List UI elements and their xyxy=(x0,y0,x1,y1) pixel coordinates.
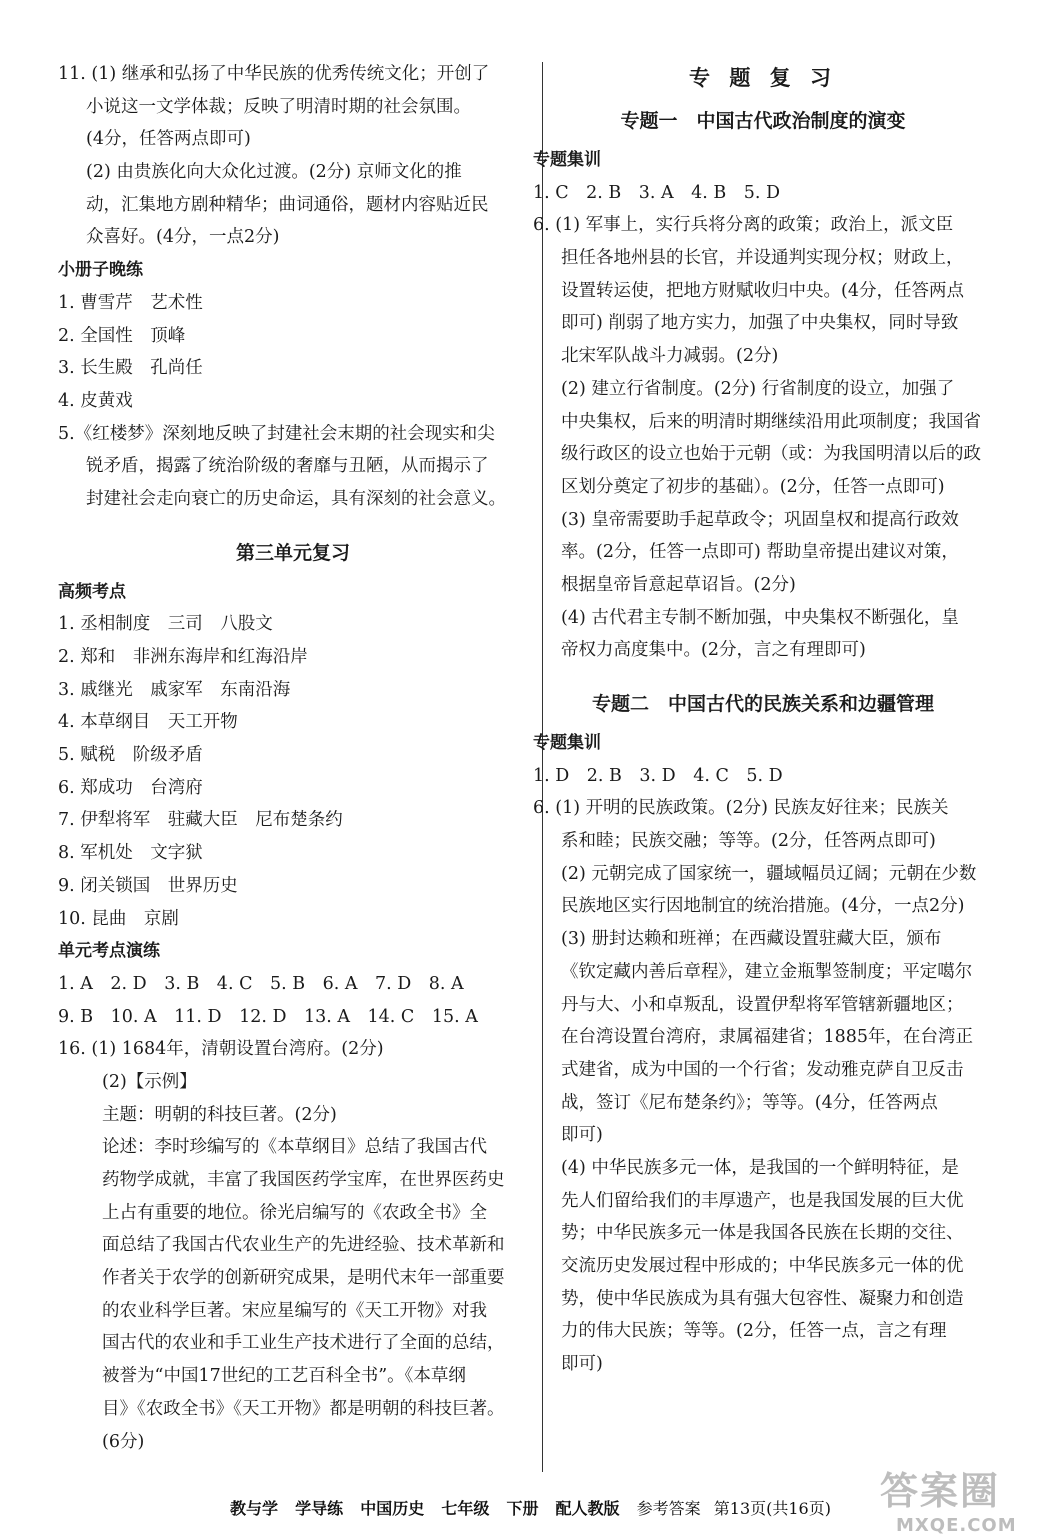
q16-block xyxy=(58,1033,528,1458)
text-line: 北宋军队战斗力减弱。(2分) xyxy=(561,346,779,367)
text-line: 被誉为“中国17世纪的工艺百科全书”。《本草纲 xyxy=(102,1366,466,1387)
text-line: 锐矛盾，揭露了统治阶级的奢靡与丑陋，从而揭示了 xyxy=(86,456,489,477)
watermark-text: 答案圈 xyxy=(880,1469,1001,1513)
text-line: 即可) xyxy=(561,1125,603,1146)
text-line: 论述：李时珍编写的《本草纲目》总结了我国古代 xyxy=(102,1137,487,1158)
text-line: 在台湾设置台湾府，隶属福建省；1885年，在台湾正 xyxy=(561,1027,974,1048)
footer-label: 参考答案 xyxy=(636,1499,701,1518)
text-line: 担任各地州县的长官，并设通判实现分权；财政上， xyxy=(561,248,964,269)
footer-publisher: 教与学 xyxy=(230,1499,279,1518)
text-line: 式建省，成为中国的一个行省；发动雅克萨自卫反击 xyxy=(561,1059,964,1080)
answer-row: 1. C 2. B 3. A 4. B 5. D xyxy=(533,182,781,203)
text-line: 区划分奠定了初步的基础）。(2分，任答一点即可) xyxy=(561,476,945,497)
text-line: 6. (1) 开明的民族政策。(2分) 民族友好往来；民族关 xyxy=(533,798,949,819)
right-column xyxy=(533,58,993,1381)
text-line: 即可) xyxy=(561,1354,603,1375)
list-item: 8. 军机处 文字狱 xyxy=(58,843,203,864)
footer-subject: 中国历史 xyxy=(360,1499,425,1518)
text-line: 级行政区的设立也始于元朝（或：为我国明清以后的政 xyxy=(561,444,981,465)
text-line: 势；中华民族多元一体是我国各民族在长期的交往、 xyxy=(561,1223,964,1244)
text-line: (4分，任答两点即可) xyxy=(86,129,251,150)
text-line: 6. (1) 军事上，实行兵将分离的政策；政治上，派文臣 xyxy=(533,215,954,236)
text-line: 药物学成就，丰富了我国医药学宝库，在世界医药史 xyxy=(102,1170,505,1190)
footer-page-number: 第13页(共16页) xyxy=(713,1499,831,1518)
text-line: 《钦定藏内善后章程》，建立金瓶掣签制度；平定噶尔 xyxy=(561,961,973,982)
text-line: 丹与大、小和卓叛乱，设置伊犁将军管辖新疆地区； xyxy=(561,994,964,1015)
text-line: 的农业科学巨著。宋应星编写的《天工开物》对我 xyxy=(102,1300,487,1321)
text-line: 面总结了我国古代农业生产的先进经验、技术革新和 xyxy=(102,1235,505,1256)
list-item: 6. 郑成功 台湾府 xyxy=(58,777,203,798)
list-item: 4. 皮黄戏 xyxy=(58,390,133,411)
text-line: 设置转运使，把地方财赋收归中央。(4分，任答两点 xyxy=(561,280,964,301)
text-line: 战，签订《尼布楚条约》；等等。(4分，任答两点 xyxy=(561,1092,938,1113)
watermark-url: MXQE.COM xyxy=(896,1515,1017,1536)
text-line: 主题：明朝的科技巨著。(2分) xyxy=(102,1104,337,1125)
text-line: 封建社会走向衰亡的历史命运，具有深刻的社会意义。 xyxy=(86,488,506,509)
answer-row: 1. D 2. B 3. D 4. C 5. D xyxy=(533,765,783,786)
text-line: (3) 册封达赖和班禅；在西藏设置驻藏大臣，颁布 xyxy=(561,929,942,950)
text-line: 民族地区实行因地制宜的统治措施。(4分，一点2分) xyxy=(561,896,965,917)
text-line: 先人们留给我们的丰厚遗产，也是我国发展的巨大优 xyxy=(561,1190,964,1211)
text-line: 率。(2分，任答一点即可) 帮助皇帝提出建议对策， xyxy=(561,542,959,563)
footer-volume: 下册 xyxy=(506,1499,539,1518)
text-line: 力的伟大民族；等等。(2分，任答一点，言之有理 xyxy=(561,1321,947,1342)
footer-series: 学导练 xyxy=(295,1499,344,1518)
topic1-q6-block xyxy=(533,209,993,667)
text-line: 动，汇集地方剧种精华；曲词通俗，题材内容贴近民 xyxy=(86,194,489,215)
text-line: (3) 皇帝需要助手起草政令；巩固皇权和提高行政效 xyxy=(561,509,959,530)
section-heading-evening: 小册子晚练 xyxy=(58,260,143,281)
text-line: 交流历史发展过程中形成的；中华民族多元一体的优 xyxy=(561,1256,964,1276)
left-column xyxy=(58,58,528,1458)
text-line: 作者关于农学的创新研究成果，是明代末年一部重要 xyxy=(102,1268,505,1289)
text-line: (6分) xyxy=(102,1431,145,1452)
watermark-logo xyxy=(880,1460,1050,1536)
text-line: 势，使中华民族成为具有强大包容性、凝聚力和创造 xyxy=(561,1288,964,1309)
page-footer xyxy=(230,1496,839,1519)
text-line: 即可) 削弱了地方实力，加强了中央集权，同时导致 xyxy=(561,313,959,334)
text-line: 16. (1) 1684年，清朝设置台湾府。(2分) xyxy=(58,1039,384,1060)
section-heading-highfreq: 高频考点 xyxy=(58,581,126,602)
main-title: 专 题 复 习 xyxy=(689,66,837,90)
text-line: 中央集权，后来的明清时期继续沿用此项制度；我国省 xyxy=(561,411,981,432)
text-line: 根据皇帝旨意起草诏旨。(2分) xyxy=(561,574,796,595)
topic1-title: 专题一 中国古代政治制度的演变 xyxy=(620,110,906,132)
footer-grade: 七年级 xyxy=(441,1499,490,1518)
list-item: 2. 全国性 顶峰 xyxy=(58,325,186,346)
evening-list xyxy=(58,287,528,516)
list-item: 1. 曹雪芹 艺术性 xyxy=(58,292,203,313)
text-line: (4) 中华民族多元一体，是我国的一个鲜明特征，是 xyxy=(561,1157,959,1178)
list-item: 9. 闭关锁国 世界历史 xyxy=(58,875,238,896)
text-line: (2) 由贵族化向大众化过渡。(2分) 京师文化的推 xyxy=(86,162,462,183)
text-line: (2)【示例】 xyxy=(102,1071,197,1092)
q11-block xyxy=(58,58,528,254)
text-line: (2) 元朝完成了国家统一，疆域幅员辽阔；元朝在少数 xyxy=(561,863,977,884)
section-heading-drill: 单元考点演练 xyxy=(58,941,160,962)
unit-title: 第三单元复习 xyxy=(235,541,350,564)
section-heading-training-2: 专题集训 xyxy=(533,733,601,753)
section-heading-training-1: 专题集训 xyxy=(533,150,601,170)
topic2-title: 专题二 中国古代的民族关系和边疆管理 xyxy=(591,693,934,715)
list-item: 3. 长生殿 孔尚任 xyxy=(58,358,203,379)
highfreq-list xyxy=(58,608,528,935)
text-line: 系和睦；民族交融；等等。(2分，任答两点即可) xyxy=(561,831,936,852)
answer-row: 1. A 2. D 3. B 4. C 5. B 6. A 7. D 8. A xyxy=(58,973,464,994)
text-line: 众喜好。(4分，一点2分) xyxy=(86,227,280,248)
footer-edition: 配人教版 xyxy=(555,1499,620,1518)
list-item: 10. 昆曲 京剧 xyxy=(58,908,179,929)
list-item: 7. 伊犁将军 驻藏大臣 尼布楚条约 xyxy=(58,810,343,831)
list-item: 3. 戚继光 戚家军 东南沿海 xyxy=(58,679,291,700)
list-item: 5. 赋税 阶级矛盾 xyxy=(58,745,203,766)
text-line: (4) 古代君主专制不断加强，中央集权不断强化，皇 xyxy=(561,607,959,628)
list-item: 5.《红楼梦》深刻地反映了封建社会末期的社会现实和尖 xyxy=(58,423,495,444)
topic2-q6-block xyxy=(533,792,993,1380)
list-item: 4. 本草纲目 天工开物 xyxy=(58,712,238,733)
answer-row: 9. B 10. A 11. D 12. D 13. A 14. C 15. A xyxy=(58,1006,478,1027)
text-line: 国古代的农业和手工业生产技术进行了全面的总结， xyxy=(102,1333,505,1354)
text-line: 上占有重要的地位。徐光启编写的《农政全书》全 xyxy=(102,1202,487,1223)
text-line: (2) 建立行省制度。(2分) 行省制度的设立，加强了 xyxy=(561,378,955,399)
list-item: 1. 丞相制度 三司 八股文 xyxy=(58,614,273,635)
text-line: 11. (1) 继承和弘扬了中华民族的优秀传统文化；开创了 xyxy=(58,64,490,84)
text-line: 目》《农政全书》《天工开物》都是明朝的科技巨著。 xyxy=(102,1398,505,1419)
list-item: 2. 郑和 非洲东海岸和红海沿岸 xyxy=(58,647,308,667)
text-line: 帝权力高度集中。(2分，言之有理即可) xyxy=(561,640,866,661)
text-line: 小说这一文学体裁；反映了明清时期的社会氛围。 xyxy=(86,96,471,117)
